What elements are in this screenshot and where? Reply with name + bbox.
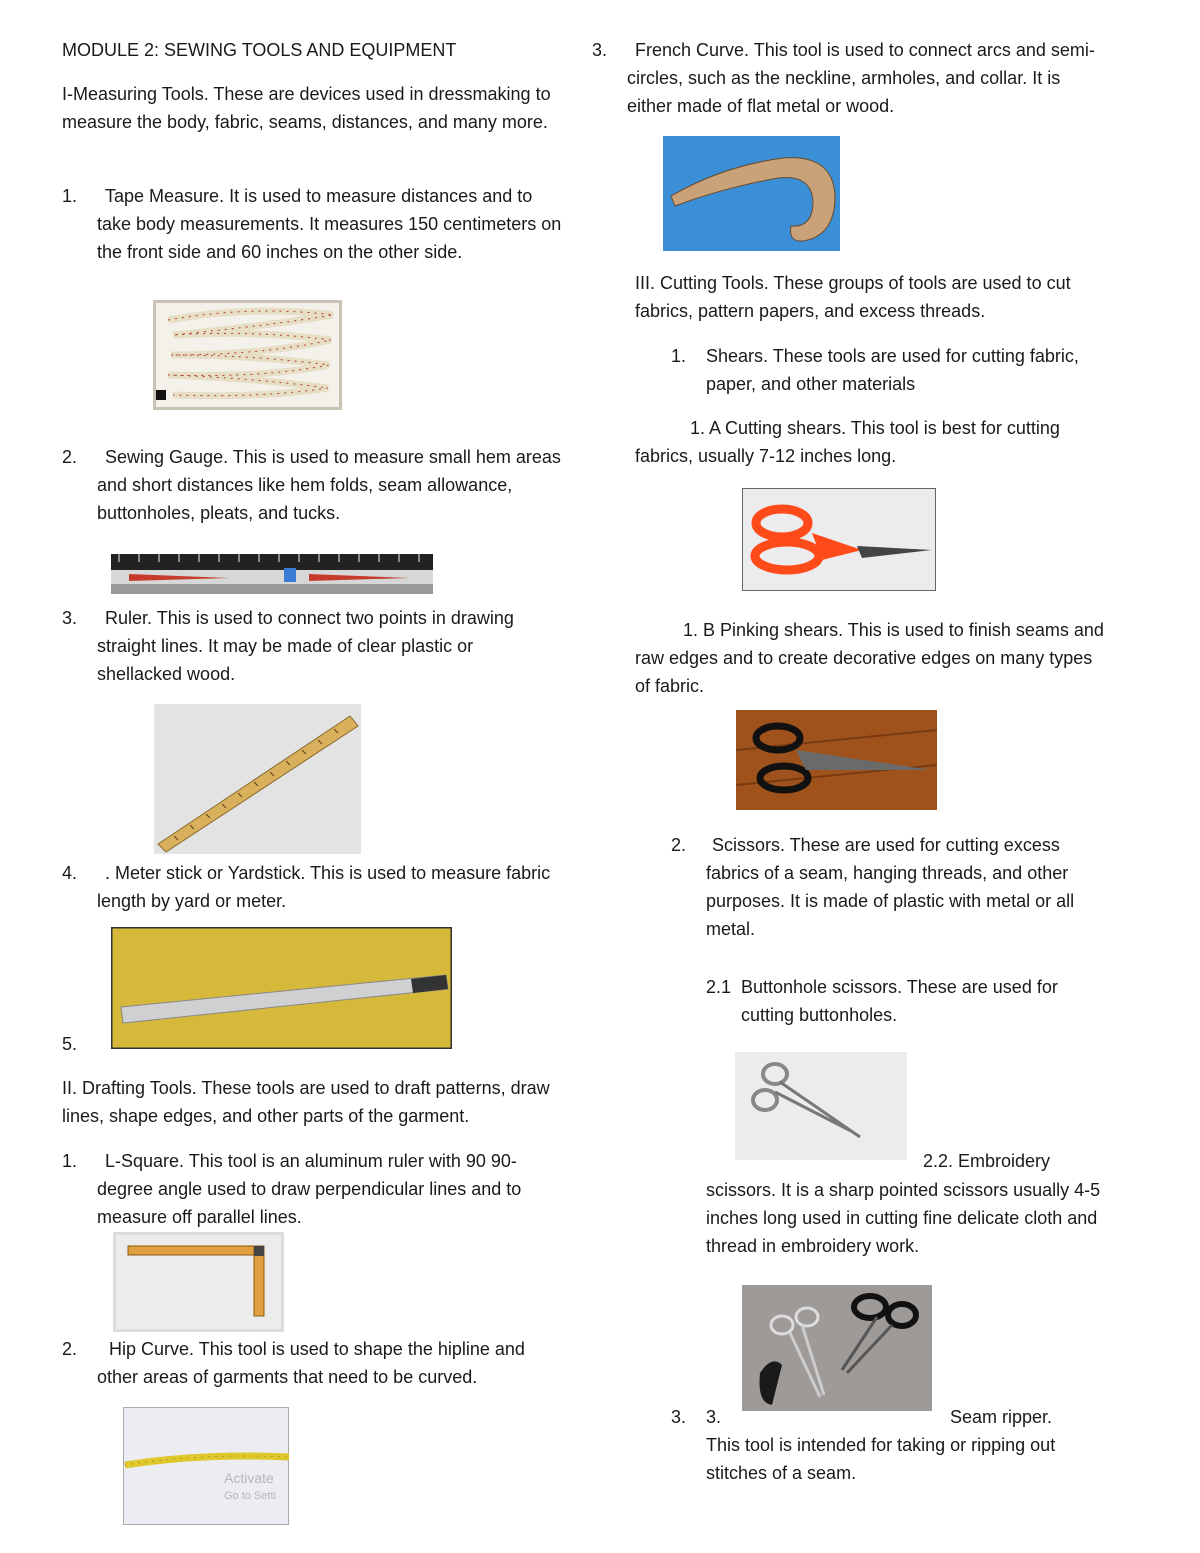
embroidery-scissors-text: scissors. It is a sharp pointed scissors usually 4-5 inches long used in cutting fine delicate cloth and thread in embroidery work. [706, 1180, 1101, 1256]
item-number: 3. [62, 608, 78, 628]
watermark-line2: Go to Setti [224, 1490, 276, 1502]
embroidery-lead-text: 2.2. Embroidery [923, 1151, 1051, 1171]
item-number: 4. [62, 863, 78, 883]
pinking-shears-image [736, 710, 937, 810]
item-number: 3. [706, 1407, 722, 1427]
cutting-shears-image [742, 488, 936, 591]
item-number: 2. [671, 835, 687, 855]
item-number: 5. [62, 1034, 78, 1054]
meter-stick-image [111, 927, 452, 1049]
item-number: 2.1 [706, 977, 732, 997]
item-number: 1. [62, 1151, 78, 1171]
item-number: 3. [592, 40, 608, 60]
french-curve-image [663, 136, 840, 251]
tape-measure-image [153, 300, 342, 410]
meter-stick-text: . Meter stick or Yardstick. This is used to measure fabric length by yard or meter. [97, 863, 551, 911]
watermark-line1: Activate [224, 1470, 274, 1486]
l-square-image [113, 1232, 284, 1332]
item-number: 2. [62, 447, 78, 467]
scissors-text: Scissors. These are used for cutting excess fabrics of a seam, hanging threads, and other purposes. It is made of plastic with metal or all metal. [706, 835, 1075, 939]
drafting-intro: II. Drafting Tools. These tools are used to draft patterns, draw lines, shape edges, and other parts of the garment. [62, 1078, 550, 1126]
item-number: 1. [62, 186, 78, 206]
hip-curve-text: Hip Curve. This tool is used to shape the hipline and other areas of garments that need to be curved. [97, 1339, 525, 1387]
l-square-text: L-Square. This tool is an aluminum ruler with 90 90-degree angle used to draw perpendicular lines and to measure off parallel lines. [97, 1151, 522, 1227]
sewing-gauge-text: Sewing Gauge. This is used to measure small hem areas and short distances like hem folds, seam allowance, buttonholes, pleats, and tucks. [97, 447, 561, 523]
hip-curve-image [123, 1407, 289, 1525]
buttonhole-scissors-text: Buttonhole scissors. These are used for cutting buttonholes. [741, 977, 1058, 1025]
seam-ripper-text: This tool is intended for taking or ripping out stitches of a seam. [706, 1435, 1056, 1483]
cutting-shears-text: 1. A Cutting shears. This tool is best for cutting fabrics, usually 7-12 inches long. [635, 418, 1060, 466]
item-number: 1. [671, 346, 687, 366]
item-number: 3. [671, 1407, 687, 1427]
buttonhole-scissors-image [735, 1052, 907, 1160]
french-curve-text: French Curve. This tool is used to connect arcs and semi-circles, such as the neckline, armholes, and collar. It is either made of flat metal or wood. [627, 40, 1095, 116]
cutting-intro: III. Cutting Tools. These groups of tools are used to cut fabrics, pattern papers, and excess threads. [635, 273, 1071, 321]
measuring-intro: I-Measuring Tools. These are devices used in dressmaking to measure the body, fabric, seams, distances, and many more. [62, 84, 551, 132]
embroidery-scissors-image [742, 1285, 932, 1411]
pinking-shears-text: 1. B Pinking shears. This is used to finish seams and raw edges and to create decorative edges on many types of fabric. [635, 620, 1104, 696]
page-title: MODULE 2: SEWING TOOLS AND EQUIPMENT [62, 40, 457, 60]
seam-ripper-lead: Seam ripper. [950, 1407, 1053, 1427]
item-number: 2. [62, 1339, 78, 1359]
sewing-gauge-image [109, 548, 435, 600]
ruler-image [154, 704, 361, 854]
tape-measure-text: Tape Measure. It is used to measure distances and to take body measurements. It measures 150 centimeters on the front side and 60 inches on the other side. [97, 186, 562, 262]
shears-text: Shears. These tools are used for cutting fabric, paper, and other materials [706, 346, 1079, 394]
ruler-text: Ruler. This is used to connect two points in drawing straight lines. It may be made of clear plastic or shellacked wood. [97, 608, 514, 684]
